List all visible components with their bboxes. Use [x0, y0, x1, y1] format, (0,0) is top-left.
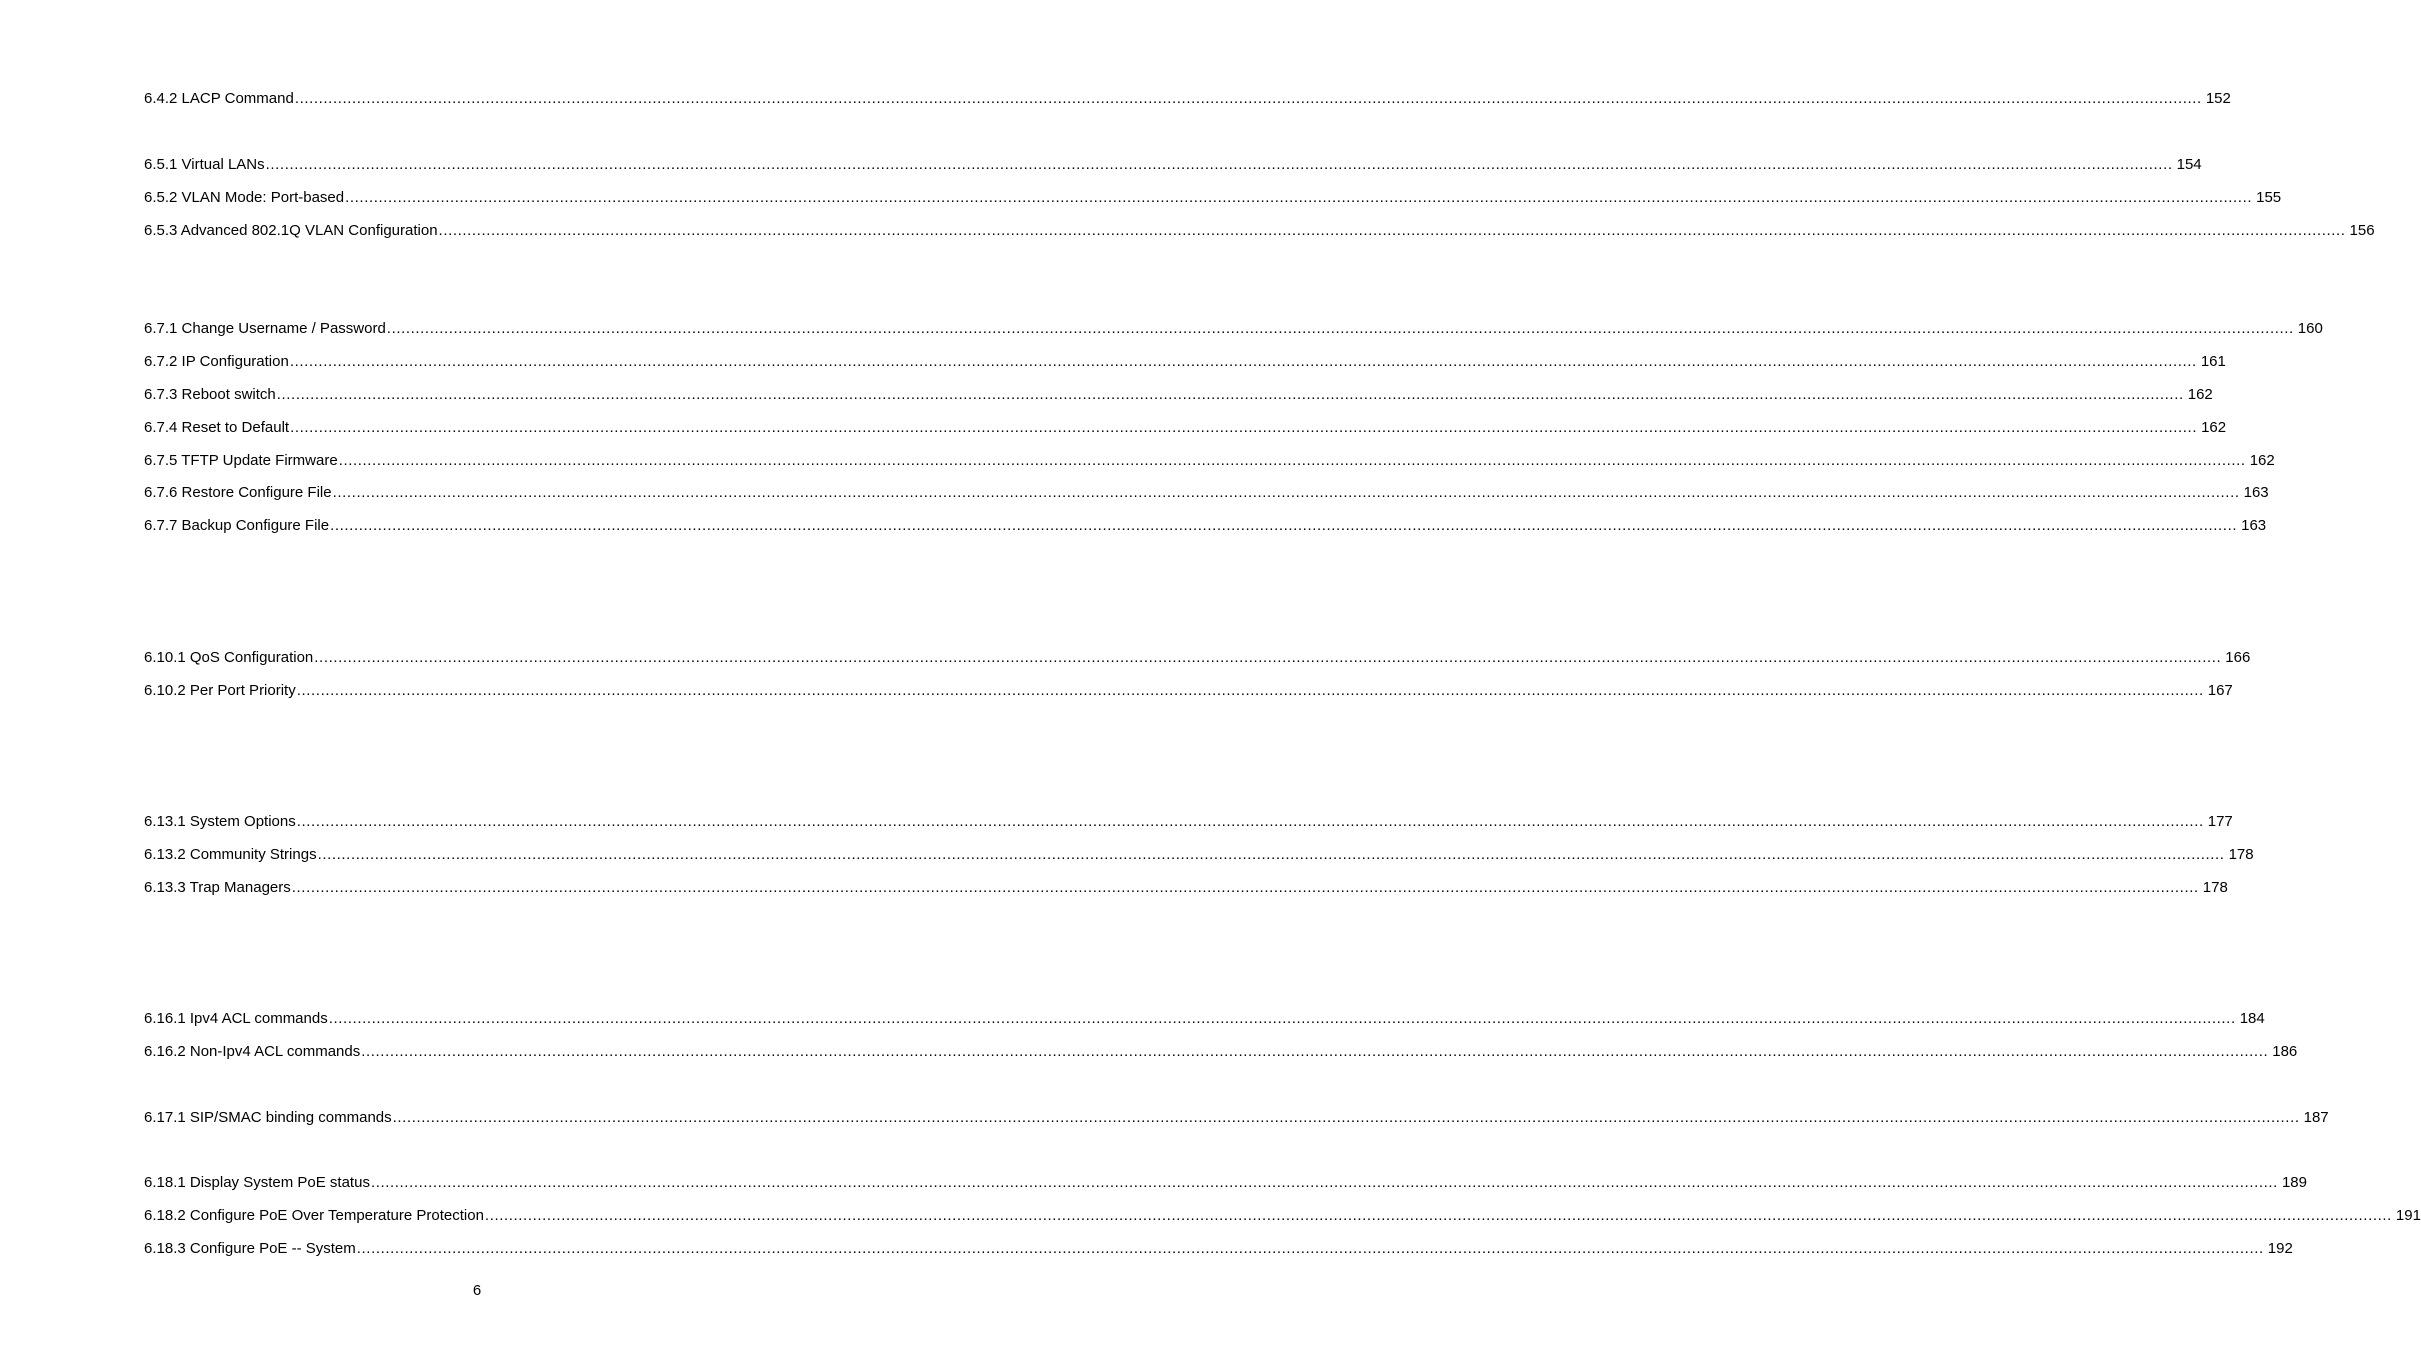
dot-leader: ................................................................................................................................................................................................................................................................................................................................................................................................................ — [328, 1010, 2236, 1027]
toc-entry[interactable] — [144, 1009, 2265, 1029]
toc-entry-title: 6.10.1 QoS Configuration — [144, 649, 314, 666]
toc-entry-title: 6.7.2 IP Configuration — [144, 353, 289, 370]
toc-entry-page: 184 — [2239, 1010, 2265, 1027]
dot-leader: ................................................................................................................................................................................................................................................................................................................................................................................................................ — [290, 419, 2198, 436]
toc-entry[interactable] — [144, 1042, 2298, 1062]
dot-leader: ................................................................................................................................................................................................................................................................................................................................................................................................................ — [345, 189, 2253, 206]
toc-entry[interactable] — [144, 681, 2233, 701]
toc-entry[interactable] — [144, 1239, 2293, 1259]
toc-entry-page: 192 — [2267, 1240, 2293, 1257]
toc-entry-page: 167 — [2207, 682, 2233, 699]
toc-entry-title: 6.13.3 Trap Managers — [144, 879, 291, 896]
dot-leader: ................................................................................................................................................................................................................................................................................................................................................................................................................ — [317, 846, 2225, 863]
dot-leader: ................................................................................................................................................................................................................................................................................................................................................................................................................ — [361, 1043, 2269, 1060]
dot-leader: ................................................................................................................................................................................................................................................................................................................................................................................................................ — [289, 353, 2197, 370]
toc-entry-page: 166 — [2225, 649, 2251, 666]
toc-entry[interactable] — [144, 352, 2226, 372]
toc-entry-title: 6.5.3 Advanced 802.1Q VLAN Configuration — [144, 222, 438, 239]
dot-leader: ................................................................................................................................................................................................................................................................................................................................................................................................................ — [386, 320, 2294, 337]
dot-leader: ................................................................................................................................................................................................................................................................................................................................................................................................................ — [291, 879, 2199, 896]
toc-entry-title: 6.7.6 Restore Configure File — [144, 484, 332, 501]
toc-entry[interactable] — [144, 1206, 2421, 1226]
toc-entry-title: 6.4.2 LACP Command — [144, 90, 294, 107]
toc-entry-page: 160 — [2297, 320, 2323, 337]
toc-entry-page: 163 — [2241, 517, 2267, 534]
dot-leader: ................................................................................................................................................................................................................................................................................................................................................................................................................ — [392, 1109, 2300, 1126]
dot-leader: ................................................................................................................................................................................................................................................................................................................................................................................................................ — [332, 484, 2240, 501]
page-number: 6 — [472, 1282, 482, 1299]
toc-entry-page: 162 — [2249, 452, 2275, 469]
dot-leader: ................................................................................................................................................................................................................................................................................................................................................................................................................ — [276, 386, 2184, 403]
toc-entry-page: 189 — [2281, 1174, 2307, 1191]
toc-entry-title: 6.13.1 System Options — [144, 813, 296, 830]
toc-entry-page: 154 — [2176, 156, 2202, 173]
toc-entry-title: 6.7.5 TFTP Update Firmware — [144, 452, 338, 469]
toc-entry-title: 6.17.1 SIP/SMAC binding commands — [144, 1109, 392, 1126]
toc-entry-title: 6.13.2 Community Strings — [144, 846, 317, 863]
toc-entry[interactable] — [144, 516, 2267, 536]
toc-entry-title: 6.18.2 Configure PoE Over Temperature Protection — [144, 1207, 484, 1224]
toc-entry-page: 162 — [2187, 386, 2213, 403]
toc-entry[interactable] — [144, 89, 2231, 109]
toc-entry-page: 156 — [2349, 222, 2375, 239]
toc-entry-title: 6.16.1 Ipv4 ACL commands — [144, 1010, 328, 1027]
toc-entry-title: 6.7.1 Change Username / Password — [144, 320, 386, 337]
toc-entry[interactable] — [144, 385, 2213, 405]
toc-entry[interactable] — [144, 451, 2275, 471]
toc-entry[interactable] — [144, 845, 2254, 865]
toc-entry-page: 178 — [2228, 846, 2254, 863]
toc-entry[interactable] — [144, 155, 2202, 175]
toc-entry[interactable] — [144, 878, 2228, 898]
dot-leader: ................................................................................................................................................................................................................................................................................................................................................................................................................ — [296, 813, 2204, 830]
toc-entry[interactable] — [144, 1173, 2307, 1193]
dot-leader: ................................................................................................................................................................................................................................................................................................................................................................................................................ — [330, 517, 2238, 534]
dot-leader: ................................................................................................................................................................................................................................................................................................................................................................................................................ — [370, 1174, 2278, 1191]
toc-entry-page: 162 — [2201, 419, 2227, 436]
toc-entry-title: 6.7.4 Reset to Default — [144, 419, 290, 436]
toc-entry-page: 178 — [2202, 879, 2228, 896]
toc-entry[interactable] — [144, 812, 2233, 832]
toc-entry-title: 6.18.3 Configure PoE -- System — [144, 1240, 356, 1257]
toc-entry-title: 6.7.7 Backup Configure File — [144, 517, 330, 534]
dot-leader: ................................................................................................................................................................................................................................................................................................................................................................................................................ — [338, 452, 2246, 469]
toc-entry-page: 187 — [2303, 1109, 2329, 1126]
toc-entry[interactable] — [144, 188, 2282, 208]
toc-entry[interactable] — [144, 319, 2323, 339]
toc-entry-title: 6.16.2 Non-Ipv4 ACL commands — [144, 1043, 361, 1060]
toc-entry-title: 6.5.2 VLAN Mode: Port-based — [144, 189, 345, 206]
toc-entry-page: 177 — [2207, 813, 2233, 830]
toc-entry[interactable] — [144, 221, 2375, 241]
toc-entry[interactable] — [144, 418, 2227, 438]
toc-entry-page: 186 — [2272, 1043, 2298, 1060]
toc-entry-page: 163 — [2243, 484, 2269, 501]
dot-leader: ................................................................................................................................................................................................................................................................................................................................................................................................................ — [314, 649, 2222, 666]
dot-leader: ................................................................................................................................................................................................................................................................................................................................................................................................................ — [484, 1207, 2392, 1224]
dot-leader: ................................................................................................................................................................................................................................................................................................................................................................................................................ — [438, 222, 2346, 239]
dot-leader: ................................................................................................................................................................................................................................................................................................................................................................................................................ — [265, 156, 2173, 173]
toc-entry-page: 191 — [2395, 1207, 2421, 1224]
toc-entry[interactable] — [144, 483, 2269, 503]
dot-leader: ................................................................................................................................................................................................................................................................................................................................................................................................................ — [356, 1240, 2264, 1257]
toc-entry[interactable] — [144, 648, 2251, 668]
toc-entry-page: 152 — [2205, 90, 2231, 107]
toc-entry-page: 161 — [2200, 353, 2226, 370]
toc-entry-page: 155 — [2256, 189, 2282, 206]
dot-leader: ................................................................................................................................................................................................................................................................................................................................................................................................................ — [296, 682, 2204, 699]
toc-entry-title: 6.5.1 Virtual LANs — [144, 156, 265, 173]
dot-leader: ................................................................................................................................................................................................................................................................................................................................................................................................................ — [294, 90, 2202, 107]
toc-entry-title: 6.18.1 Display System PoE status — [144, 1174, 370, 1191]
toc-entry-title: 6.7.3 Reboot switch — [144, 386, 276, 403]
toc-entry-title: 6.10.2 Per Port Priority — [144, 682, 296, 699]
toc-entry[interactable] — [144, 1108, 2329, 1128]
